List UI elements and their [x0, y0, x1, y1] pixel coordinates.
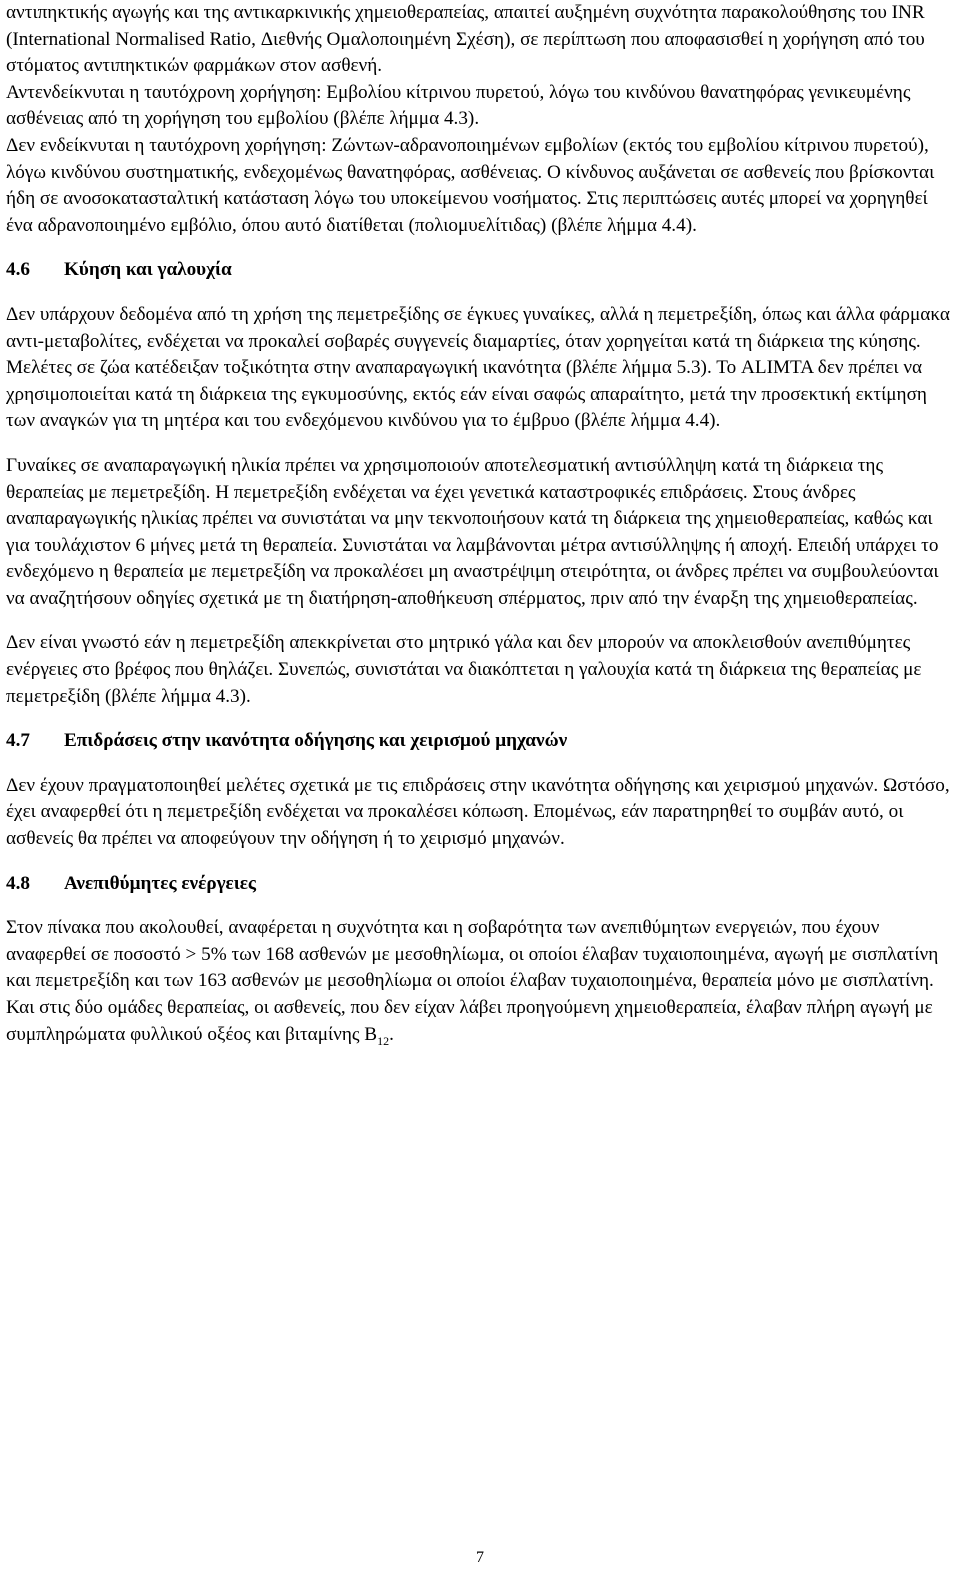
paragraph-breastfeeding: Δεν είναι γνωστό εάν η πεμετρεξίδη απεκκρίνεται στο μητρικό γάλα και δεν μπορούν να αποκλεισθούν ανεπιθύμητες ενέργειες στο βρέφος που θηλάζει. Συνεπώς, συνιστάται να διακόπτεται η γαλουχία κατά τη διάρκεια της θεραπείας με πεμετρεξίδη (βλέπε λήμμα 4.3). [6, 632, 922, 707]
section-number: 4.7 [6, 730, 30, 752]
subscript-12: 12 [377, 1033, 390, 1048]
section-title: Κύηση και γαλουχία [64, 259, 232, 281]
paragraph-live-vaccines: Δεν ενδείκνυται η ταυτόχρονη χορήγηση: Ζώντων-αδρανοποιημένων εμβολίων (εκτός του εμβολίου κίτρινου πυρετού), λόγω κινδύνου συστηματικής, ενδεχομένως θανατηφόρας, ασθένειας. Ο κίνδυνος αυξάνεται σε ασθενείς που βρίσκονται ήδη σε ανοσοκατασταλτική κατάσταση λόγω του υποκείμενου νοσήματος. Στις περιπτώσεις αυτές μπορεί να χορηγηθεί ένα αδρανοποιημένο εμβόλιο, όπου αυτό διατίθεται (πολιομυελίτιδας) (βλέπε λήμμα 4.4). [6, 134, 935, 236]
document-page [6, 0, 950, 1066]
paragraph-adverse-reactions [6, 915, 950, 1048]
paragraph-inr-monitoring: αντιπηκτικής αγωγής και της αντικαρκινικής χημειοθεραπείας, απαιτεί αυξημένη συχνότητα παρακολούθησης του INR (International Normalised Ratio, Διεθνής Ομαλοποιημένη Σχέση), σε περίπτωση που αποφασισθεί η χορήγηση από του στόματος αντιπηκτικών φαρμάκων στον ασθενή. [6, 2, 925, 77]
section-title: Επιδράσεις στην ικανότητα οδήγησης και χειρισμού μηχανών [64, 730, 568, 752]
paragraph-contraception: Γυναίκες σε αναπαραγωγική ηλικία πρέπει να χρησιμοποιούν αποτελεσματική αντισύλληψη κατά τη διάρκεια της θεραπείας με πεμετρεξίδη. Η πεμετρεξίδη ενδέχεται να έχει γενετικά καταστροφικές επιδράσεις. Στους άνδρες αναπαραγωγικής ηλικίας πρέπει να συνιστάται να μην τεκνοποιήσουν κατά τη διάρκεια της χημειοθεραπείας, καθώς και για τουλάχιστον 6 μήνες μετά τη θεραπεία. Συνιστάται να λαμβάνονται μέτρα αντισύλληψης ή αποχή. Επειδή υπάρχει το ενδεχόμενο η θεραπεία με πεμετρεξίδη να προκαλέσει μη αναστρέψιμη στειρότητα, οι άνδρες πρέπει να συμβουλεύονται να αναζητήσουν οδηγίες σχετικά με τη διατήρηση-αποθήκευση σπέρματος, πριν από την έναρξη της χημειοθεραπείας. [6, 454, 939, 609]
section-heading-4-7 [6, 728, 950, 755]
page-number: 7 [476, 1549, 484, 1566]
paragraph-pregnancy: Δεν υπάρχουν δεδομένα από τη χρήση της πεμετρεξίδης σε έγκυες γυναίκες, αλλά η πεμετρεξίδη, όπως και άλλα φάρμακα αντι-μεταβολίτες, ενδέχεται να προκαλεί σοβαρές συγγενείς διαμαρτίες, όταν χορηγείται κατά τη διάρκεια της κύησης. Μελέτες σε ζώα κατέδειξαν τοξικότητα στην αναπαραγωγική ικανότητα (βλέπε λήμμα 5.3). Το ALIMTA δεν πρέπει να χρησιμοποιείται κατά τη διάρκεια της εγκυμοσύνης, εκτός εάν είναι σαφώς απαραίτητο, μετά την προσεκτική εκτίμηση των αναγκών για τη μητέρα και του ενδεχόμενου κινδύνου για το έμβρυο (βλέπε λήμμα 4.4). [6, 303, 950, 432]
section-number: 4.8 [6, 872, 30, 894]
paragraph-text: Στον πίνακα που ακολουθεί, αναφέρεται η συχνότητα και η σοβαρότητα των ανεπιθύμητων ενεργειών, που έχουν αναφερθεί σε ποσοστό > 5% των 168 ασθενών με μεσοθηλίωμα, οι οποίοι έλαβαν τυχαιοποιημένα, αγωγή με σισπλατίνη και πεμετρεξίδη και των 163 ασθενών με μεσοθηλίωμα οι οποίοι έλαβαν τυχαιοποιημένα, θεραπεία μόνο με σισπλατίνη. Και στις δύο ομάδες θεραπείας, οι ασθενείς, που δεν είχαν λάβει προηγούμενη χημειοθεραπεία, έλαβαν πλήρη αγωγή με συμπληρώματα φυλλικού οξέος και βιταμίνης B [6, 917, 939, 1045]
section-heading-4-6 [6, 257, 950, 284]
section-heading-4-8 [6, 871, 950, 898]
section-number: 4.6 [6, 259, 30, 281]
paragraph-driving: Δεν έχουν πραγματοποιηθεί μελέτες σχετικά με τις επιδράσεις στην ικανότητα οδήγησης και χειρισμού μηχανών. Ωστόσο, έχει αναφερθεί ότι η πεμετρεξίδη ενδέχεται να προκαλέσει κόπωση. Επομένως, εάν παρατηρηθεί το συμβάν αυτό, οι ασθενείς θα πρέπει να αποφεύγουν την οδήγηση ή το χειρισμό μηχανών. [6, 774, 950, 850]
paragraph-end: . [389, 1023, 394, 1045]
paragraph-yellow-fever-contraindication: Αντενδείκνυται η ταυτόχρονη χορήγηση: Εμβολίου κίτρινου πυρετού, λόγω του κινδύνου θανατηφόρας γενικευμένης ασθένειας από τη χορήγηση του εμβολίου (βλέπε λήμμα 4.3). [6, 81, 911, 130]
section-title: Ανεπιθύμητες ενέργειες [64, 872, 256, 894]
